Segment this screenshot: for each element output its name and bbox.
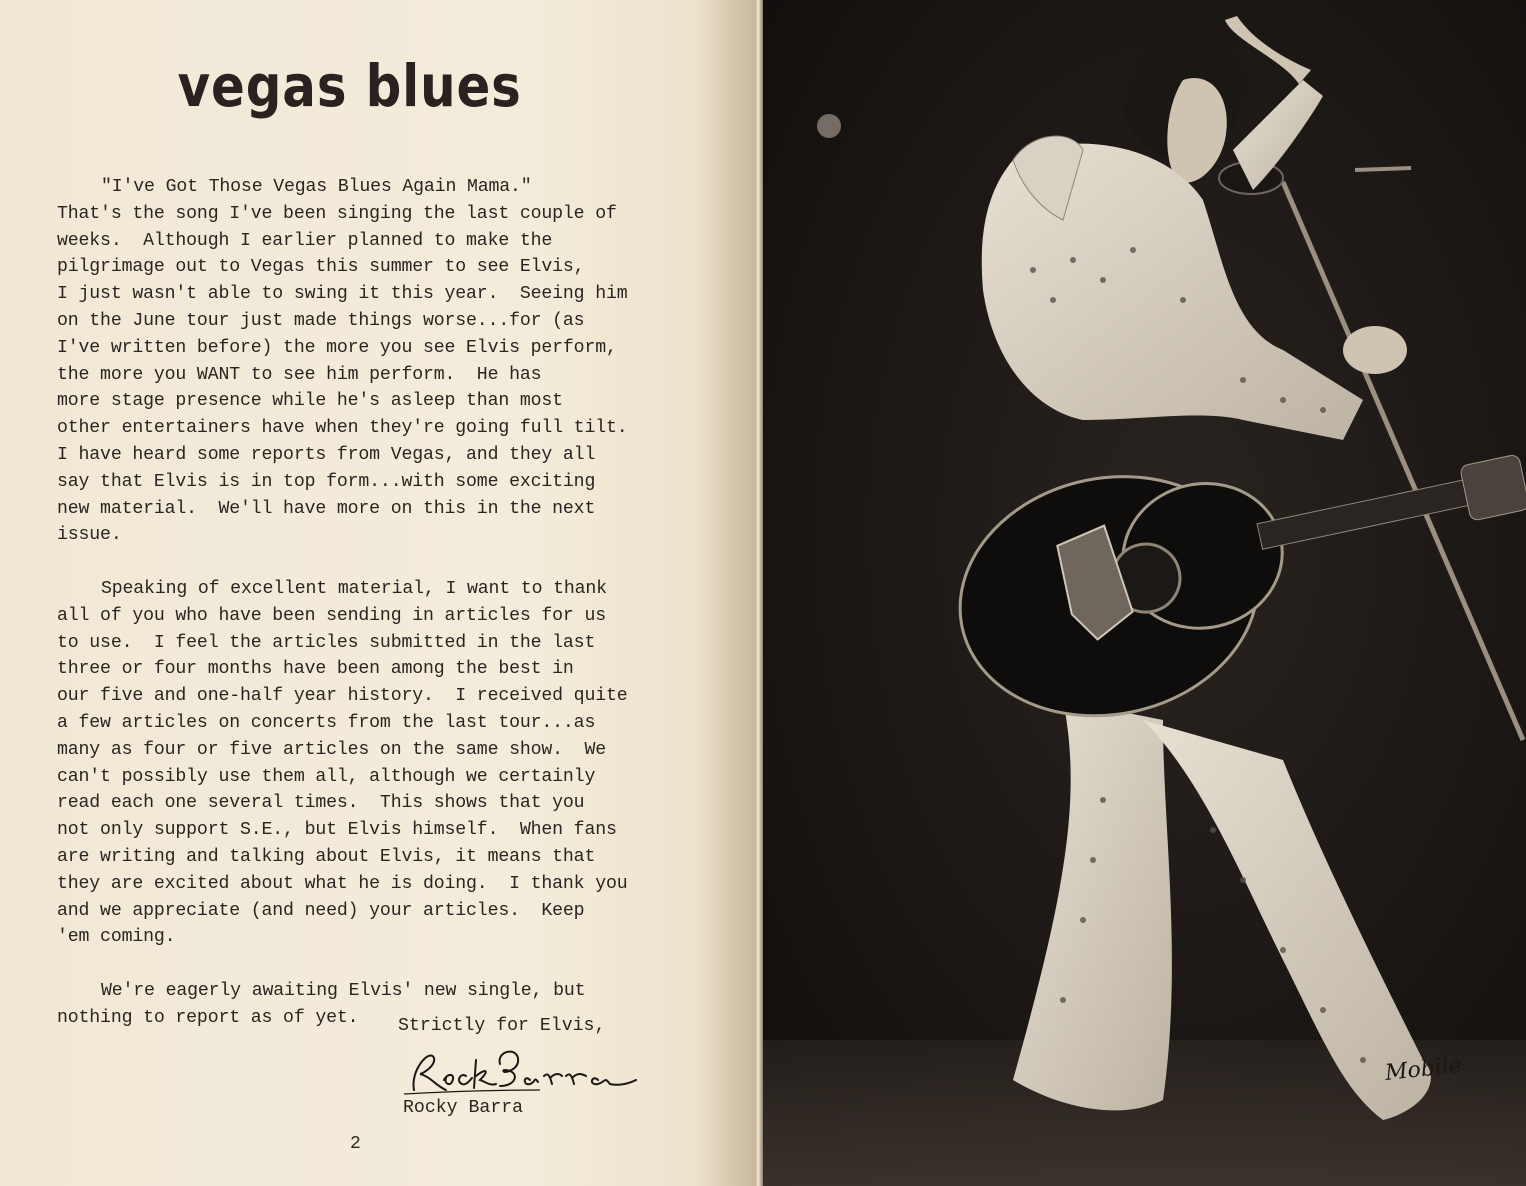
text-line: weeks. Although I earlier planned to make the bbox=[57, 230, 553, 251]
text-line: they are excited about what he is doing. I thank you bbox=[57, 873, 628, 894]
text-line: three or four months have been among the best in bbox=[57, 659, 574, 680]
text-line: more stage presence while he's asleep than most bbox=[57, 391, 563, 412]
text-line: other entertainers have when they're going full tilt. bbox=[57, 418, 628, 439]
text-line: I have heard some reports from Vegas, and they all bbox=[57, 444, 596, 465]
text-line: are writing and talking about Elvis, it means that bbox=[57, 846, 596, 867]
text-line: all of you who have been sending in articles for us bbox=[57, 605, 606, 626]
text-line: new material. We'll have more on this in the next bbox=[57, 498, 596, 519]
text-line: pilgrimage out to Vegas this summer to see Elvis, bbox=[57, 257, 585, 278]
text-line: That's the song I've been singing the last couple of bbox=[57, 203, 617, 224]
article-body bbox=[57, 174, 697, 1058]
signer-name: Rocky Barra bbox=[403, 1098, 524, 1118]
text-line: I just wasn't able to swing it this year. Seeing him bbox=[57, 284, 628, 305]
text-line: nothing to report as of yet. bbox=[57, 1007, 359, 1028]
text-line: on the June tour just made things worse...for (as bbox=[57, 310, 585, 331]
text-line: Speaking of excellent material, I want to thank bbox=[101, 578, 607, 599]
text-line: our five and one-half year history. I received quite bbox=[57, 686, 628, 707]
text-line: issue. bbox=[57, 525, 122, 546]
text-line: a few articles on concerts from the last tour...as bbox=[57, 712, 596, 733]
text-line: 'em coming. bbox=[57, 927, 176, 948]
text-line: not only support S.E., but Elvis himself. When fans bbox=[57, 820, 617, 841]
performer-photo bbox=[763, 0, 1526, 1186]
handwritten-signature bbox=[400, 1040, 640, 1100]
text-line: read each one several times. This shows that you bbox=[57, 793, 585, 814]
text-line: the more you WANT to see him perform. He has bbox=[57, 364, 542, 385]
text-line: to use. I feel the articles submitted in the last bbox=[57, 632, 596, 653]
text-line: can't possibly use them all, although we certainly bbox=[57, 766, 596, 787]
text-line: many as four or five articles on the same show. We bbox=[57, 739, 606, 760]
text-line: We're eagerly awaiting Elvis' new single, but bbox=[101, 980, 586, 1001]
text-line: I've written before) the more you see Elvis perform, bbox=[57, 337, 617, 358]
text-line: and we appreciate (and need) your articles. Keep bbox=[57, 900, 585, 921]
text-line: "I've Got Those Vegas Blues Again Mama." bbox=[101, 177, 532, 197]
left-page bbox=[0, 0, 757, 1186]
photo-credit: Mobile bbox=[1383, 1053, 1464, 1086]
paragraph-1 bbox=[57, 174, 697, 549]
book-gutter bbox=[755, 0, 763, 1186]
page-title: vegas blues bbox=[177, 52, 522, 120]
right-page bbox=[763, 0, 1526, 1186]
page-number: 2 bbox=[350, 1134, 361, 1154]
text-line: say that Elvis is in top form...with some exciting bbox=[57, 471, 596, 492]
paragraph-2 bbox=[57, 576, 697, 951]
closing-line: Strictly for Elvis, bbox=[398, 1016, 606, 1036]
